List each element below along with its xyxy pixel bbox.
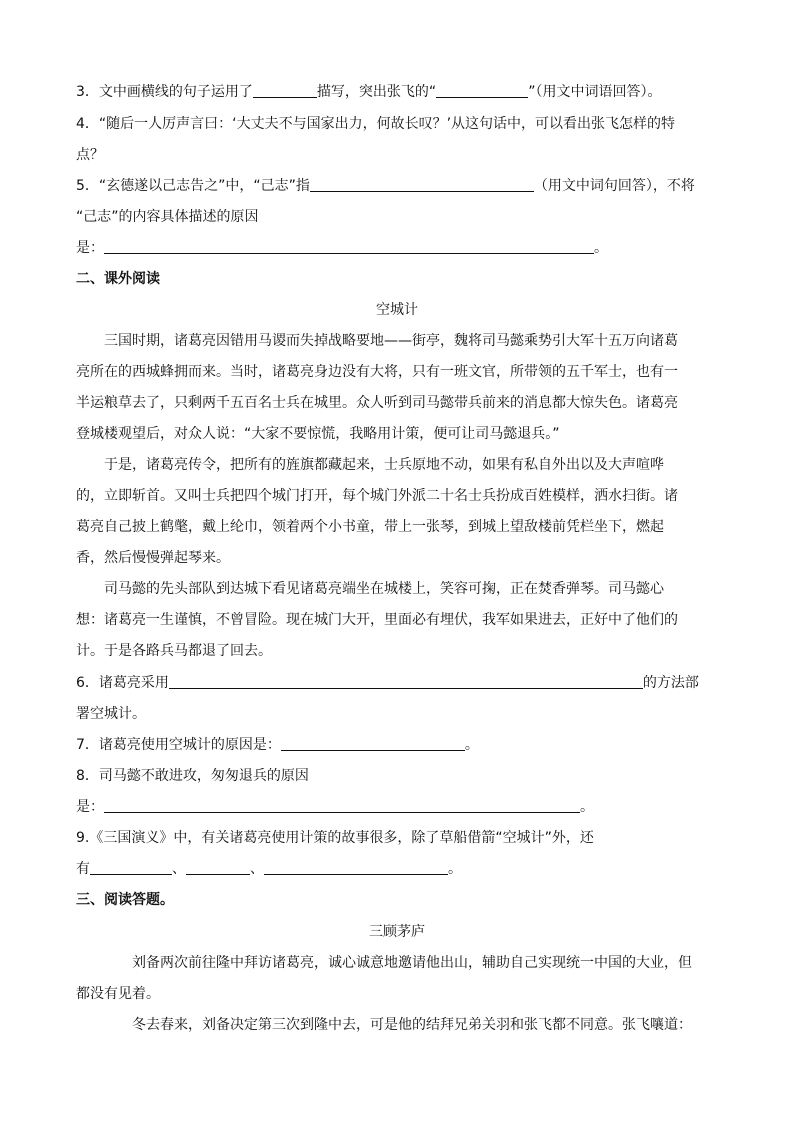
question-9-end: 。 — [448, 861, 462, 877]
question-5-line-3 — [76, 238, 608, 258]
question-5-text-c: 是： — [76, 240, 104, 256]
question-3-open-quote: “ — [428, 84, 437, 100]
passage-1-title: 空城计 — [376, 302, 418, 318]
passage-1-line: 葛亮自己披上鹤氅，戴上纶巾，领着两个小书童，带上一张琴，到城上望敌楼前凭栏坐下，燃起 — [76, 519, 664, 535]
passage-2-line: 都没有见着。 — [76, 986, 160, 1002]
answer-blank[interactable] — [436, 83, 528, 98]
question-6-line-2: 署空城计。 — [76, 706, 146, 722]
question-9-sep: 、 — [250, 861, 264, 877]
question-5-line-1 — [76, 176, 695, 196]
question-7 — [76, 735, 479, 755]
answer-blank[interactable] — [104, 239, 594, 254]
passage-2-line: 刘备两次前往隆中拜访诸葛亮，诚心诚意地邀请他出山，辅助自己实现统一中国的大业，但 — [132, 955, 692, 971]
passage-1-line: 亮所在的西城蜂拥而来。当时，诸葛亮身边没有大将，只有一班文官，所带领的五千军士，也有一 — [76, 364, 678, 380]
question-3-text-d: ”（用文中词语回答）。 — [528, 84, 662, 100]
answer-blank[interactable] — [186, 860, 250, 875]
question-8-text-b: 。 — [580, 799, 594, 815]
passage-1-line: 香，然后慢慢弹起琴来。 — [76, 550, 230, 566]
section-heading-2: 二、课外阅读 — [76, 271, 160, 287]
question-5-text-d: 。 — [594, 240, 608, 256]
question-8-line-1: 8．司马懿不敢进攻，匆匆退兵的原因 — [76, 768, 309, 784]
answer-blank[interactable] — [253, 83, 317, 98]
question-4-line-2: 点？ — [76, 147, 104, 163]
question-7-text-a: 7．诸葛亮使用空城计的原因是： — [76, 737, 281, 753]
question-5-text-a: 5．“玄德遂以己志告之”中，“己志”指 — [76, 178, 310, 194]
passage-1-line: 的，立即斩首。又叫士兵把四个城门打开，每个城门外派二十名士兵扮成百姓模样，洒水扫街。诸 — [76, 488, 678, 504]
question-9-line-2 — [76, 859, 462, 879]
question-9-text-a: 有 — [76, 861, 90, 877]
passage-2-title: 三顾茅庐 — [369, 924, 425, 940]
passage-1-line: 三国时期，诸葛亮因错用马谡而失掉战略要地——街亭，魏将司马懿乘势引大军十五万向诸葛 — [104, 333, 678, 349]
answer-blank[interactable] — [281, 736, 465, 751]
answer-blank[interactable] — [264, 860, 448, 875]
question-8-line-2 — [76, 797, 594, 817]
question-5-line-2: “己志”的内容具体描述的原因 — [76, 209, 259, 225]
answer-blank[interactable] — [169, 674, 643, 689]
passage-1-line: 想：诸葛亮一生谨慎，不曾冒险。现在城门大开，里面必有埋伏，我军如果进去，正好中了他们的 — [76, 612, 678, 628]
passage-1-line: 于是，诸葛亮传令，把所有的旌旗都藏起来，士兵原地不动，如果有私自外出以及大声喧哗 — [104, 457, 664, 473]
section-heading-3: 三、阅读答题。 — [76, 892, 174, 908]
passage-1-line: 司马懿的先头部队到达城下看见诸葛亮端坐在城楼上，笑容可掬，正在焚香弹琴。司马懿心 — [104, 581, 664, 597]
passage-1-line: 半运粮草去了，只剩两千五百名士兵在城里。众人听到司马懿带兵前来的消息都大惊失色。诸葛亮 — [76, 395, 678, 411]
question-7-text-b: 。 — [464, 737, 479, 753]
passage-2-line: 冬去春来，刘备决定第三次到隆中去，可是他的结拜兄弟关羽和张飞都不同意。张飞嚷道： — [132, 1017, 692, 1033]
question-9-line-1: 9.《三国演义》中，有关诸葛亮使用计策的故事很多，除了草船借箭“空城计”外，还 — [76, 830, 594, 846]
question-5-text-b: （用文中词句回答），不将 — [533, 178, 695, 194]
question-8-text-a: 是： — [76, 799, 104, 815]
passage-1-line: 登城楼观望后，对众人说：“大家不要惊慌，我略用计策，便可让司马懿退兵。” — [76, 426, 560, 442]
answer-blank[interactable] — [90, 860, 172, 875]
question-6-line-1 — [76, 673, 699, 693]
answer-blank[interactable] — [310, 177, 534, 192]
question-3-text-a: 3．文中画横线的句子运用了 — [76, 84, 253, 100]
question-9-sep: 、 — [172, 861, 186, 877]
question-6-text-b: 的方法部 — [642, 675, 699, 691]
question-3 — [76, 82, 661, 102]
question-6-text-a: 6．诸葛亮采用 — [76, 675, 169, 691]
question-4-line-1: 4．“随后一人厉声言曰：‘大丈夫不与国家出力，何故长叹？’从这句话中，可以看出张飞怎样的特 — [76, 116, 676, 132]
passage-1-line: 计。于是各路兵马都退了回去。 — [76, 643, 272, 659]
answer-blank[interactable] — [104, 798, 580, 813]
question-3-text-b: 描写，突出张飞的 — [316, 84, 429, 100]
